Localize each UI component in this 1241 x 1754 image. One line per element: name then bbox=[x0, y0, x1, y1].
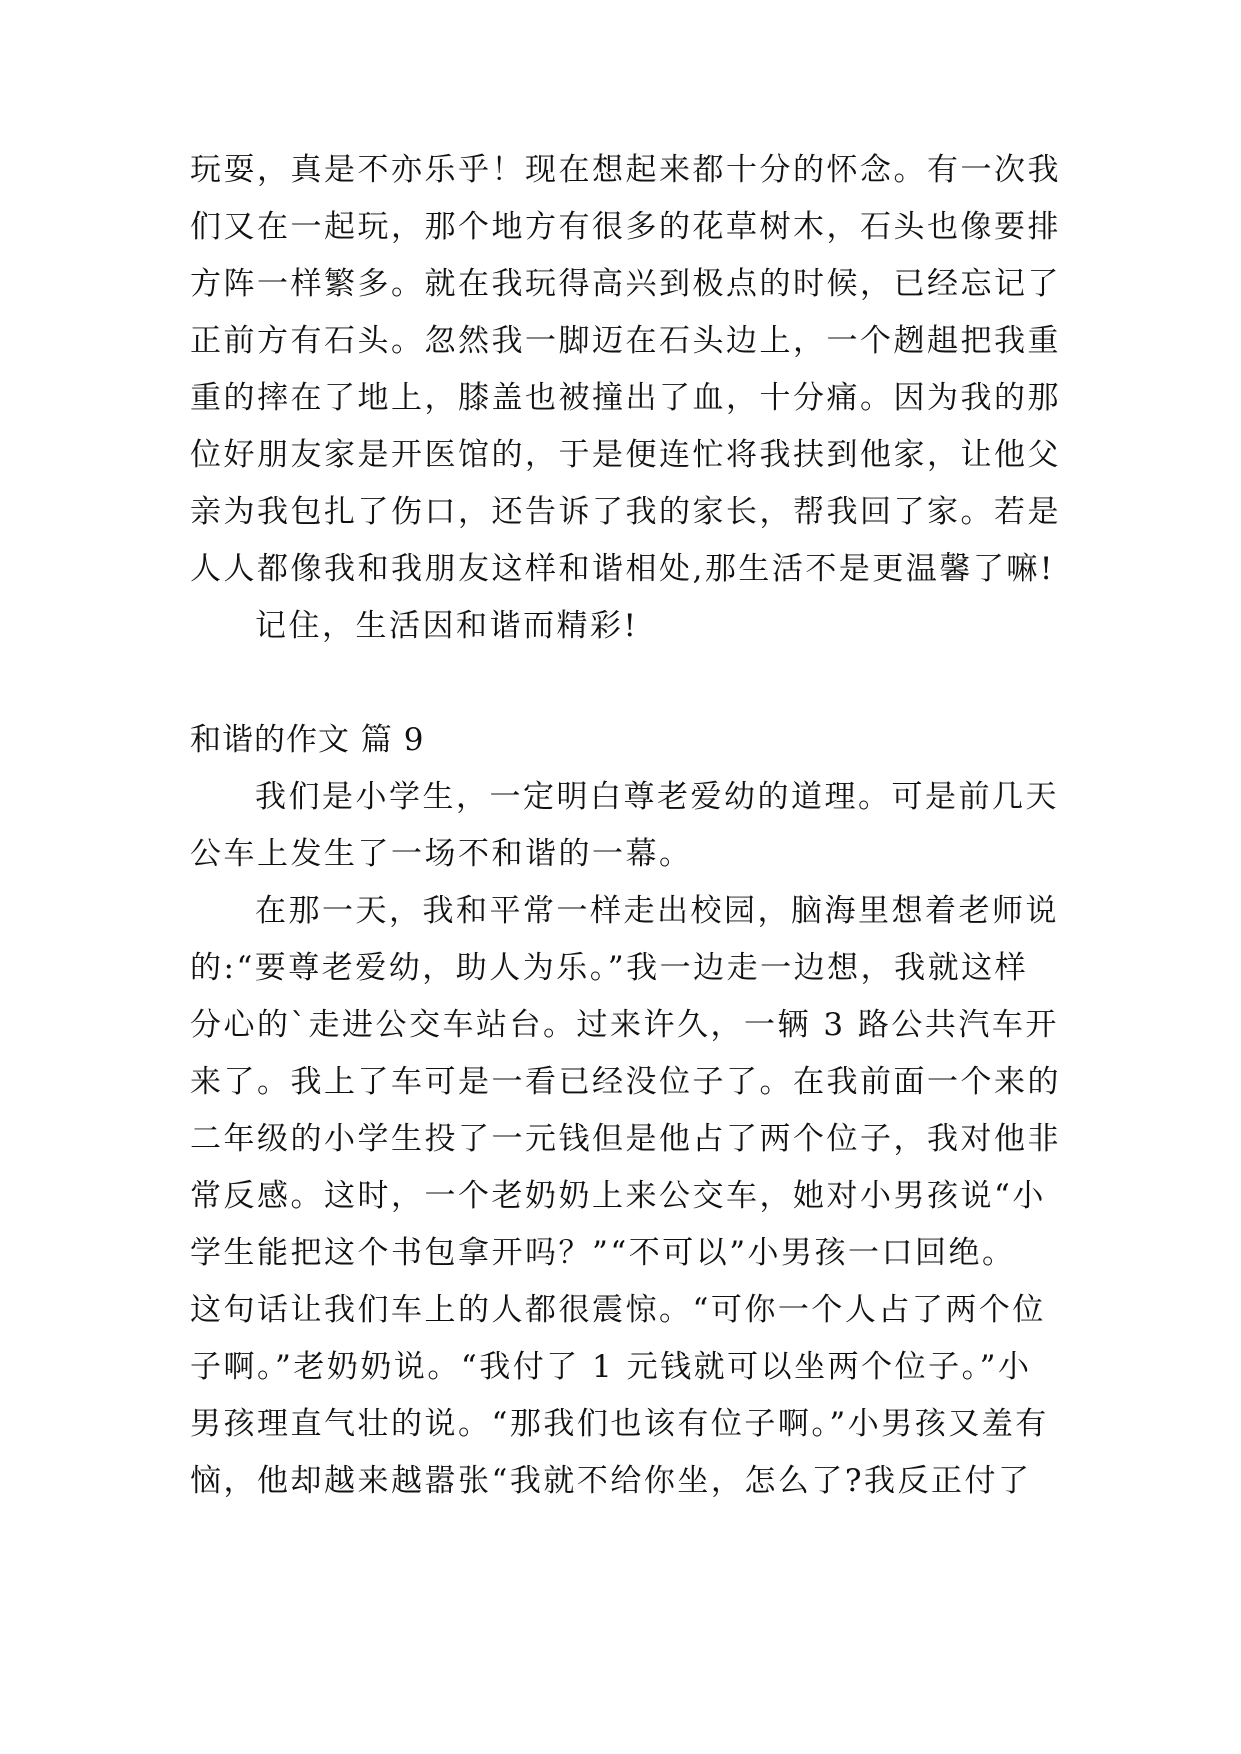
text-line: 亲为我包扎了伤口，还告诉了我的家长，帮我回了家。若是 bbox=[190, 494, 1061, 530]
text-line: 玩耍，真是不亦乐乎！现在想起来都十分的怀念。有一次我 bbox=[190, 152, 1061, 188]
text-line: 人人都像我和我朋友这样和谐相处,那生活不是更温馨了嘛! bbox=[190, 551, 1055, 587]
text-line: 重的摔在了地上，膝盖也被撞出了血，十分痛。因为我的那 bbox=[190, 380, 1061, 416]
text-line: 子啊。”老奶奶说。“我付了 1 元钱就可以坐两个位子。”小 bbox=[190, 1349, 1032, 1385]
text-line: 来了。我上了车可是一看已经没位子了。在我前面一个来的 bbox=[190, 1064, 1061, 1100]
text-line: 方阵一样繁多。就在我玩得高兴到极点的时候，已经忘记了 bbox=[190, 266, 1061, 302]
text-line: 的:“要尊老爱幼，助人为乐。”我一边走一边想，我就这样 bbox=[190, 950, 1029, 986]
closing-line: 记住，生活因和谐而精彩! bbox=[255, 608, 639, 644]
text-line: 常反感。这时，一个老奶奶上来公交车，她对小男孩说“小 bbox=[190, 1178, 1046, 1214]
text-line: 恼，他却越来越嚣张“我就不给你坐，怎么了?我反正付了 bbox=[190, 1463, 1032, 1499]
text-line: 们又在一起玩，那个地方有很多的花草树木，石头也像要排 bbox=[190, 209, 1061, 245]
text-line: 在那一天，我和平常一样走出校园，脑海里想着老师说 bbox=[255, 893, 1059, 929]
text-line: 公车上发生了一场不和谐的一幕。 bbox=[190, 836, 693, 872]
text-line: 正前方有石头。忽然我一脚迈在石头边上，一个趔趄把我重 bbox=[190, 323, 1061, 359]
text-line: 男孩理直气壮的说。“那我们也该有位子啊。”小男孩又羞有 bbox=[190, 1406, 1049, 1442]
text-line: 学生能把这个书包拿开吗？”“不可以”小男孩一口回绝。 bbox=[190, 1235, 1016, 1271]
text-line: 我们是小学生，一定明白尊老爱幼的道理。可是前几天 bbox=[255, 779, 1059, 815]
text-line: 二年级的小学生投了一元钱但是他占了两个位子，我对他非 bbox=[190, 1121, 1061, 1157]
section-title: 和谐的作文 篇 9 bbox=[190, 722, 425, 758]
text-line: 分心的`走进公交车站台。过来许久，一辆 3 路公共汽车开 bbox=[190, 1007, 1059, 1043]
text-line: 位好朋友家是开医馆的，于是便连忙将我扶到他家，让他父 bbox=[190, 437, 1061, 473]
text-line: 这句话让我们车上的人都很震惊。“可你一个人占了两个位 bbox=[190, 1292, 1046, 1328]
